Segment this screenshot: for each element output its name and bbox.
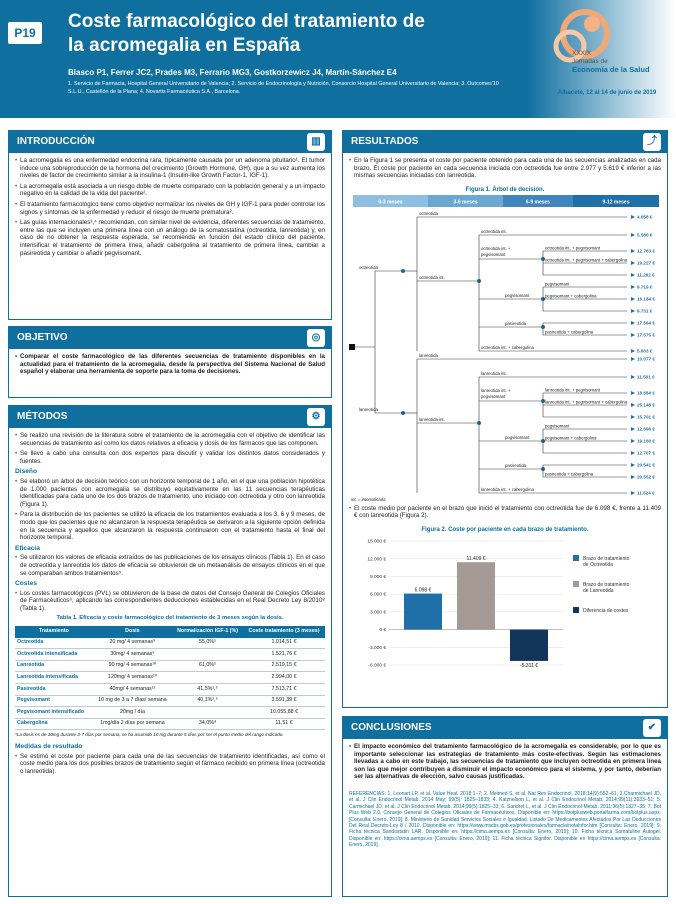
section-title: RESULTADOS ⤴ [343,131,667,153]
terminal-node [631,427,635,431]
authors: Blasco P1, Ferrer JC2, Prades M3, Ferrario MG3, Gostkorzewicz J4, Martín-Sánchez E4 [68,68,397,77]
tree-node-label: pegvisomant [505,434,530,440]
table-cell: 10.055,88 € [243,707,325,719]
tree-leaf-value: 17.564 € [637,320,655,326]
tree-node-label: pasireotida + cabergolina [545,471,594,477]
table-cell: 1mg/día 2 días por semana [93,718,172,730]
legend-swatch [573,607,579,613]
tree-node-label: lanreotida int. + [481,387,511,393]
period-label: 9-12 meses [602,199,630,206]
table-cell: 55,0%⁵ [172,638,243,649]
table-row [15,672,325,684]
terminal-node [631,349,635,353]
tree-leaf-value: 12.707 € [637,450,655,456]
table-cell: 2.994,00 € [243,672,325,684]
tree-leaf-value: 12.696 € [637,426,655,432]
decision-tree [345,193,665,505]
period-label: 6-9 meses [525,199,551,206]
section-objetivo: OBJETIVO ◎ • Comparar el coste farmacológico de las diferentes secuencias de tratamiento disponibles en la actualidad para el tratamiento de la acromegalia, desde la perspectiva del Sistema Nacional de Salud español y elaborar una herramienta de soporte para la toma de decisiones. [8,326,332,398]
terminal-node [631,439,635,443]
y-tick-label: 3.000 € [369,610,386,616]
table-title: Tabla 1. Eficacia y coste farmacológico del tratamiento de 3 meses según la dosis. [56,615,284,622]
poster-id: P19 [8,22,42,44]
period-label: 3-6 meses [453,199,478,206]
tree-leaf-value: 9.719 € [637,284,653,290]
tree-node-label: lanreotida int. [419,416,445,422]
terminal-node [631,321,635,325]
bar-value-label: -5.311 € [520,662,538,669]
table-row [15,660,325,672]
terminal-node [631,463,635,467]
tree-node-label: pegvisomant [545,281,570,287]
table-header-3: Coste tratamiento (3 meses) [243,626,325,638]
table-row [15,695,325,707]
table-row [15,718,325,730]
references: REFERENCIAS: 1. Leonart LP, et al. Value Heal. 2018;1–7; 2. Melmed S, et al. Nat Rev Endocrinol. 2018;14(9):552–61; 3.Charmichael JD, et al. J Clin Endocrinol Metab. 2014 May; 99(5): 1825–1833; 4. Katznelson L, et al. J Clin Endocrinol Metab. 2014;99(11):3933–51; 5. Carmichael JD, et al. J Clin Endocrinol Metab. 2014;99(5):1825–33; 6. Sandret L, et al. J Clin Endocrinol Metab. 2011;96(5):1327–35; 7. Bot Plus Web 2.0. Consejo General de Colegios Oficiales de Farmacéuticos. Disponible en: https://botplusweb.portalfarma.com/botplus.aspx. [Consulta: Enero, 2019]; 8. Ministerio de Sanidad Servicios Sociales e Igualdad. Listado De Medicamentos Afectados Por Las Deducciones Del Real Decreto-Ley 8 / 2010. Disponible en: https://www.mscbs.gob.es/profesionales/farmacia/notaInfor.htm [Consulta: Enero, 2019]; 9. Ficha técnica Sandostatin LAR. Disponible en: https://cima.aemps.es [Consulta: Enero, 2019]; 10. Ficha técnica Somatuline Autogel. Disponible en: https://cima.aemps.es [Consulta: Enero, 2019]; 11. Ficha técnica Signifor. Disponible en https://cima.aemps.es [Consulta: Enero, 2019]. [349,790,661,849]
tree-node-label: octreotida [419,210,438,216]
terminal-node [631,297,635,301]
table-cell: 7.513,71 € [243,684,325,696]
y-tick-label: 9.000 € [369,574,386,580]
y-tick-label: 15.000 € [367,539,386,545]
tree-leaf-value: 11.501 € [637,374,655,380]
terminal-node [631,233,635,237]
gear-icon: ⚙ [307,408,325,426]
tree-leaf-value: 11.262 € [637,272,655,278]
table-cell: 30mg/ 4 semanas⁹ [93,649,172,661]
terminal-node [631,273,635,277]
table-row [15,649,325,661]
y-tick-label: 0 € [379,628,386,634]
tree-leaf-value: 18.684 € [637,390,655,396]
section-conclusiones: CONCLUSIONES ✔ • El impacto económico del tratamiento farmacológico de la acromegalia es considerable, por lo que es importante seleccionar las estrategias de tratamiento más coste-efectivas. Según las estimaciones llevadas a cabo en este trabajo, las secuencias de tratamiento que incluyen octreotida en primera línea son las que mejor contribuyen a disminuir el impacto económico para el sistema, y por tanto, deberían ser las alternativas de elección, salvo causas justificadas. REFERENCIAS: 1. Leonart LP, et al. Value Heal. 2018;1–7; 2. Melmed S, et al. Nat Rev Endocrinol. 2018;14(9):552–61; 3.Charmichael JD, et al. J Clin Endocrinol Metab. 2014 May; 99(5): 1825–1833; 4. Katznelson L, et al. J Clin Endocrinol Metab. 2014;99(11):3933–51; 5. Carmichael JD, et al. J Clin Endocrinol Metab. 2014;99(5):1825–33; 6. Sandret L, et al. J Clin Endocrinol Metab. 2011;96(5):1327–35; 7. Bot Plus Web 2.0. Consejo General de Colegios Oficiales de Farmacéuticos. Disponible en: https://botplusweb.portalfarma.com/botplus.aspx. [Consulta: Enero, 2019]; 8. Ministerio de Sanidad Servicios Sociales e Igualdad. Listado De Medicamentos Afectados Por Las Deducciones Del Real Decreto-Ley 8 / 2010. Disponible en: https://www.mscbs.gob.es/profesionales/farmacia/notaInfor.htm [Consulta: Enero, 2019]; 9. Ficha técnica Sandostatin LAR. Disponible en: https://cima.aemps.es [Consulta: Enero, 2019]; 10. Ficha técnica Somatuline Autogel. Disponible en: https://cima.aemps.es [Consulta: Enero, 2019]; 11. Ficha técnica Signifor. Disponible en https://cima.aemps.es [Consulta: Enero, 2019]. [342,716,668,897]
table-cell: Lanreotida intensificada [15,672,93,684]
legend-label: de Octreotida [583,561,614,568]
tree-node-label: pegvisomant [481,251,506,257]
table-cell: 34,0%⁸ [172,718,243,730]
tree-node-label: octreotida int. [481,228,507,234]
table-header-1: Dosis [93,626,172,638]
tree-node-label: pegvisomant + cabergolina [545,435,597,441]
table-cell: Octreotida intensificada [15,649,93,661]
section-title: INTRODUCCIÓN ▥ [9,131,331,153]
tree-leaf-value: 5.580 € [637,232,653,238]
table-row [15,684,325,696]
table-note: *La dosis es de 10mg durante 3-7 días por semana, se ha asumido 10 mg durante 5 días por ser el punto medio del rango indicado. [15,732,284,738]
terminal-node [631,491,635,495]
tree-node-label: lanreotida [419,352,438,358]
tree-leaf-value: 16.184 € [637,296,655,302]
terminal-node [631,475,635,479]
tree-leaf-value: 19.160 € [637,438,655,444]
y-tick-label: 6.000 € [369,592,386,598]
y-tick-label: 12.000 € [367,557,386,563]
tree-node-label: octreotida int. + [481,245,511,251]
bar-1 [457,562,495,629]
table-cell: 90 mg/ 4 semanas¹⁰ [93,660,172,672]
section-title: MÉTODOS ⚙ [9,406,331,428]
section-title: CONCLUSIONES ✔ [343,717,667,739]
legend-label: Brazo de tratamiento [583,555,630,562]
tree-leaf-value: 15.701 € [637,414,655,420]
figure-2-title: Figura 2. Coste por paciente en cada brazo de tratamiento. [421,526,589,533]
tree-node-label: pegvisomant [481,393,506,399]
table-cell: Pegvisomant intensificado [15,707,93,719]
legend-label: Diferencia de costes [583,607,629,614]
tree-node-label: pegvisomant + cabergolina [545,293,597,299]
tree-node-label: pasireotida + cabergolina [545,329,594,335]
bar-value-label: 11.409 € [466,556,486,563]
table-row [15,707,325,719]
table-cell: 2.519,15 € [243,660,325,672]
tree-node-label: lanreotida int. + pegvisomant [545,387,601,393]
y-tick-label: -6.000 € [368,663,386,669]
terminal-node [631,285,635,289]
section-metodos: MÉTODOS ⚙ • Se realizó una revisión de la literatura sobre el tratamiento de la acromegalia con el objetivo de identificar las secuencias de tratamiento así como los datos relativos a eficacia y dosis de los fármacos que las componen. • Se llevó a cabo una consulta con dos expertos para discutir y validar los distintos datos considerados y fuentes. Diseño • Se elaboró un árbol de decisión teórico con un horizonte temporal de 1 año, en el que una población hipotética de 1.000 pacientes con acromegalia se distribuyó equitativamente en las 11 secuencias terapéuticas identificadas para cada uno de los dos brazos de tratamiento, uno iniciado con octreotida y otro con lanreotida (Figura 1). • Para la distribución de los pacientes se utilizó la eficacia de los tratamientos evaluada a los 3, 6 y 9 meses, de modo que los pacientes que no alcanzaron la respuesta terapéutica se derivaron a la siguiente opción definida en la secuencia y aquellos que alcanzaron la respuesta continuaron con el tratamiento hasta el final del horizonte temporal. Eficacia • Se utilizaron los valores de eficacia extraídos de las publicaciones de los ensayos clínicos (Tabla 1). En el caso de octreotida y lanreotida los datos de eficacia se obtuvieron de un metaanálisis de ensayos clínicos en el que se comparaban ambos tratamientos⁵. Costes • Los costes farmacológicos (PVL) se obtuvieron de la base de datos del Consejo General de Colegios Oficiales de Farmacéuticos⁶, aplicando las correspondientes deducciones establecidas en el Real Decreto Ley 8/2010⁸ (Tabla 1). Tabla 1. Eficacia y coste farmacológico del tratamiento de 3 meses según la dosis. Tratamiento Dosis Normalización IGF-1 (%) Coste tratamiento (3 meses) Octreotida 20 mg/ 4 semanas⁹ 55,0%⁵ 1.014,51 € Octreotida intensificada 30mg/ 4 semanas⁹ 1.521,76 € Lanreotida 90 mg/ 4 semanas¹⁰ 61,0%⁵ 2.519,15 € Lanreotida intensificada 120mg/ 4 semanas¹⁰ 2.994,00 € Pasireotida 40mg/ 4 semanas¹¹ 41,5%¹,⁵ 7.513,71 € Pegvisomant 10 mg de 3 a 7 días/ semana 40,1%¹,⁵ 3.591,39 € Pegvisomant intensificado 20mg / día 10.055,88 € Cabergolina 1mg/día 2 días por semana 34,0%⁸ 11,51 € *La dosis es de 10mg durante 3-7 días por semana, se ha asumido 10 mg durante 5 días por ser el punto medio del rango indicado. Medidas de resultado • Se estimó el coste por paciente para cada una de las secuencias de tratamiento identificadas, así como el coste medio para los dos posibles brazos de tratamiento según el fármaco recibido en primera línea (octreotida o lanreotida). [8,405,332,897]
table-cell: Pegvisomant [15,695,93,707]
terminal-node [631,215,635,219]
bar-2 [510,630,548,661]
terminal-node [631,357,635,361]
table-cell: Lanreotida [15,660,93,672]
table-cell: 41,5%¹,⁵ [172,684,243,696]
books-icon: ▥ [307,133,325,151]
table-header-0: Tratamiento [15,626,93,638]
table-cell: 1.521,76 € [243,649,325,661]
table-cell: 11,51 € [243,718,325,730]
y-tick-label: -3.000 € [368,645,386,651]
terminal-node [631,333,635,337]
tree-node-label: lanreotida [359,406,378,412]
figure-1-title: Figura 1. Árbol de decisión. [465,186,545,193]
tree-leaf-value: 4.058 € [637,214,653,220]
table-cell: 10 mg de 3 a 7 días/ semana [93,695,172,707]
section-introduccion: INTRODUCCIÓN ▥ • La acromegalia es una enfermedad endocrina rara, típicamente causada por un adenoma pituitario¹. El tumor induce una sobreproducción de la hormona del crecimiento (Growth Hormone, GH), que a su vez aumenta los niveles de factor de crecimiento similar a la insulina-1 (Insulin-like Growth Factor-1, IGF-1). • La acromegalia está asociada a un riesgo doble de muerte comparado con la población general y a un impacto negativo en la calidad de la vida del paciente². • El tratamiento farmacológico tiene como objetivo normalizar los niveles de GH y IGF-1 para poder controlar los signos y síntomas de la enfermedad y reducir el riesgo de muerte prematura². • Las guías internacionales³,⁴ recomiendan, con similar nivel de evidencia, diferentes secuencias de tratamiento, entre las que se incluyen una primera línea con un análogo de la somatostatina (octreotida, lanreotida) y, en caso de no obtener la respuesta esperada, se recomienda en función del estado clínico del paciente, intensificar el tratamiento de primera línea, añadir cabergolina al tratamiento de primera línea, cambiar a pasireotida y cambiar o añadir pegvisomant. [8,130,332,320]
terminal-node [631,249,635,253]
tree-leaf-value: 20.541 € [637,462,655,468]
table-cell: 61,0%⁵ [172,660,243,672]
tree-node-label: octreotida [359,264,378,270]
tree-leaf-value: 17.575 € [637,332,655,338]
table-cell: 3.591,39 € [243,695,325,707]
tree-node-label: pasireotida [505,320,527,326]
event-date: Albacete, 12 al 14 de junio de 2019 [557,90,657,96]
table-cell: 20 mg/ 4 semanas⁹ [93,638,172,649]
tree-leaf-value: 9.731 € [637,308,653,314]
tree-node-label: octreotida int. + cabergolina [481,344,534,350]
terminal-node [631,261,635,265]
table-cell: Cabergolina [15,718,93,730]
table-cell: 40,1%¹,⁵ [172,695,243,707]
table-cell: Octreotida [15,638,93,649]
table-header-2: Normalización IGF-1 (%) [172,626,243,638]
tree-node-label: pegvisomant [505,292,530,298]
legend-label: Brazo de tratamiento [583,581,630,588]
tree-node-label: lanreotida int. + cabergolina [481,486,534,492]
table-cell: Pasireotida [15,684,93,696]
check-icon: ✔ [643,719,661,737]
title-line-1: Coste farmacológico del tratamiento de [68,11,425,32]
poster-header [0,0,676,118]
legend-swatch [573,581,579,587]
tree-node-label: lanreotida int. + pegvisomant + cabergolina [545,399,628,405]
tree-footnote: int. = intensificada [351,496,386,502]
title-line-2: la acromegalia en España [68,35,301,56]
table-cell [172,649,243,661]
tree-node-label: octreotida int. + pegvisomant + cabergolina [545,257,628,263]
tree-node-label: pegvisomant [545,423,570,429]
table-cell [172,707,243,719]
table-cell: 1.014,51 € [243,638,325,649]
table-cell: 40mg/ 4 semanas¹¹ [93,684,172,696]
trend-chart-icon: ⤴ [643,133,661,151]
section-resultados: RESULTADOS ⤴ • En la Figura 1 se presenta el coste por paciente obtenido para cada una de las secuencias analizadas en cada brazo. El coste por paciente en cada secuencia iniciada con octreotida fue entre 2.977 y 5.619 € inferior a las mismas secuencias iniciadas con lanreotida. Figura 1. Árbol de decisión. 0-3 meses 3-6 meses 6-9 meses 9-12 meses octreotida octreotida octreotida int. octreotida int. octreotida int. + pegvisomant octreotida int. + pegvisomant octreotida int. + pegvisomant + cabergolina pegvisomant pegvisomant pegvisomant + cabergolina pasireotida pasireotida + cabergolina octreotida int. + cabergolina 4.058 € 5.580 € 12.763 € 19.227 € 11.262 € 9.719 € 16.184 € 9.731 € 17.564 € 17.575 € 5.603 € lanreotida lanreotida lanreotida int. lanreotida int. lanreotida int. + pegvisomant lanreotida int. + pegvisomant lanreotida int. + pegvisomant + cabergolina pegvisomant pegvisomant pegvisomant + cabergolina pasireotida pasireotida + cabergolina lanreotida int. + cabergolina 10.077 € 11.501 € 18.684 € 25.148 € 15.701 € 12.696 € 19.160 € 12.707 € 20.541 € 20.552 € 11.524 € int. = intensificada • El coste medio por paciente en el brazo que inició el tratamiento con octreotida fue de 6.098 €, frente a 11.409 € con lanreotida (Figura 2). Figura 2. Coste por paciente en cada brazo de tratamiento. -6.000 € -3.000 € 0 € 3.000 € 6.000 € 9.000 € 12.000 € 15.000 € 6.098 € 11.409 € -5.311 € Brazo de tratamiento de Octreotida Brazo de tratamiento de Lanreotida Diferencia de costes [342,130,668,708]
tree-leaf-value: 19.227 € [637,260,655,266]
tree-node-label: octreotida int. [419,274,445,280]
affiliations: 1. Servicio de Farmacia, Hospital General Universitario de Valencia; 2. Servicio de Endocrinología y Nutrición, Consorcio Hospital General Universitario de Valencia; 3. Outcomes'10 S.L.U., Castellón de la Plana; 4. Novartis Farmacéutica S.A., Barcelona. [68,81,499,95]
decision-node [349,344,355,350]
terminal-node [631,309,635,313]
cost-bar-chart [345,533,665,673]
table-row [15,638,325,649]
terminal-node [631,375,635,379]
target-icon: ◎ [307,329,325,347]
legend-swatch [573,555,579,561]
tree-leaf-value: 11.524 € [637,490,655,496]
terminal-node [631,451,635,455]
tree-leaf-value: 12.763 € [637,248,655,254]
legend-label: de Lanreotida [583,587,614,594]
tree-leaf-value: 20.552 € [637,474,655,480]
terminal-node [631,403,635,407]
bar-0 [404,594,442,630]
tree-leaf-value: 25.148 € [637,402,655,408]
bar-value-label: 6.098 € [414,587,432,594]
section-title: OBJETIVO ◎ [9,327,331,349]
table-eficacia-coste [15,626,325,730]
table-cell [172,672,243,684]
terminal-node [631,415,635,419]
poster-title [68,10,488,58]
table-cell: 120mg/ 4 semanas¹⁰ [93,672,172,684]
tree-leaf-value: 5.603 € [637,348,653,354]
event-name: XXXIX Jornadas de Economía de la Salud [572,50,650,74]
tree-node-label: pasireotida [505,462,527,468]
terminal-node [631,391,635,395]
period-label: 0-3 meses [378,199,403,206]
tree-node-label: octreotida int. + pegvisomant [545,245,601,251]
table-cell: 20mg / día [93,707,172,719]
tree-node-label: lanreotida int. [481,370,507,376]
tree-leaf-value: 10.077 € [637,356,655,362]
